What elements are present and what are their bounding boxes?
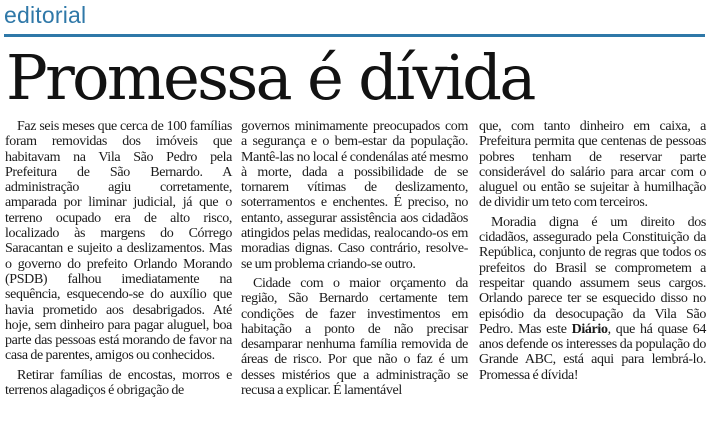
paragraph: Retirar famílias de encostas, morros e terrenos alagadiços é obrigação de xyxy=(5,367,232,399)
paragraph: governos minimamente preocupados com a segurança e o bem-estar da população. Mantê-las no local é condenálas até mesmo à morte, dada a possibilidade de se tornarem vítimas de deslizamento, soterramentos e enchentes. É preciso, no entanto, assegurar assistência aos cidadãos atingidos pelas medidas, realocando-os em moradias dignas. Caso contrário, resolve-se um problema criando-se outro. xyxy=(241,119,468,272)
paragraph: Faz seis meses que cerca de 100 famílias foram removidas dos imóveis que habitavam na Vila São Pedro pela Prefeitura de São Bernardo. A administração agiu corretamente, amparada por liminar judicial, já que o terreno ocupado era de alto risco, localizado às margens do Córrego Saracantan e sujeito a deslizamentos. Mas o governo do prefeito Orlando Morando (PSDB) falhou imediatamente na sequência, esquecendo-se do auxílio que havia prometido aos desabrigados. Até hoje, sem dinheiro para pagar aluguel, boa parte das pessoas está morando de favor na casa de parentes, amigos ou conhecidos. xyxy=(5,119,232,364)
paragraph-text: Moradia digna é um direito dos cidadãos, assegurado pela Constituição da República, conjunto de regras que todos os prefeitos do Brasil se comprometem a respeitar quando assumem seus cargos. Orlando parece ter se esquecido disso no episódio da desocupação da Vila São Pedro. Mas este xyxy=(479,214,706,337)
section-label: editorial xyxy=(4,2,87,28)
newspaper-name: Diário xyxy=(571,321,608,337)
column-2 xyxy=(241,119,468,398)
headline: Promessa é dívida xyxy=(6,41,534,114)
section-rule xyxy=(4,34,705,37)
paragraph xyxy=(479,215,706,383)
paragraph: que, com tanto dinheiro em caixa, a Prefeitura permita que centenas de pessoas pobres tenham de reservar parte considerável do salário para arcar com o aluguel ou então se sujeitar à humilhação de dividir um teto com terceiros. xyxy=(479,119,706,211)
paragraph: Cidade com o maior orçamento da região, São Bernardo certamente tem condições de fazer investimentos em habitação a ponto de não precisar desamparar nenhuma família removida de áreas de risco. Por que não o faz é um desses mistérios que a administração se recusa a explicar. É lamentável xyxy=(241,275,468,399)
column-1 xyxy=(5,119,232,398)
paragraph-text: , que há quase 64 anos defende os interesses da população do Grande ABC, está aqui para lembrá-lo. Promessa é dívida! xyxy=(479,321,707,383)
column-3 xyxy=(479,119,706,383)
